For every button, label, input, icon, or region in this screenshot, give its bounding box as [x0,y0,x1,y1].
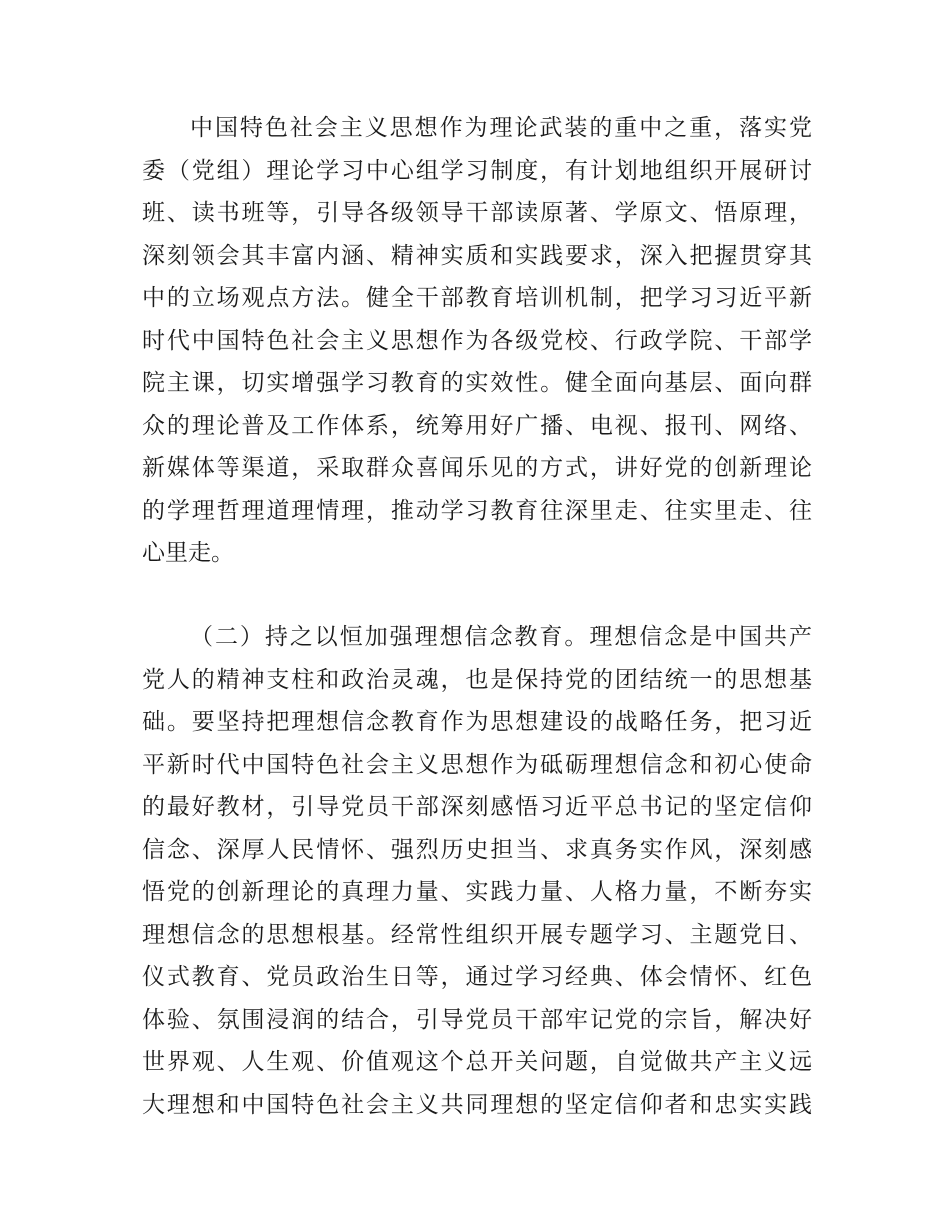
paragraph-line: 众的理论普及工作体系，统筹用好广播、电视、报刊、网络、 [142,412,812,439]
paragraph-line: 新媒体等渠道，采取群众喜闻乐见的方式，讲好党的创新理论 [142,455,812,481]
paragraph-line: 中国特色社会主义思想作为理论武装的重中之重，落实党 [190,115,812,141]
paragraph-line: 中的立场观点方法。健全干部教育培训机制，把学习习近平新 [142,285,812,311]
paragraph-line: 悟党的创新理论的真理力量、实践力量、人格力量，不断夯实 [142,879,812,905]
paragraph-line: 深刻领会其丰富内涵、精神实质和实践要求，深入把握贯穿其 [142,242,812,269]
paragraph-line: 委（党组）理论学习中心组学习制度，有计划地组织开展研讨 [142,157,812,184]
paragraph-line: 心里走。 [142,540,234,566]
paragraph-line: 信念、深厚人民情怀、强烈历史担当、求真务实作风，深刻感 [142,836,812,863]
paragraph-line: 体验、氛围浸润的结合，引导党员干部牢记党的宗旨，解决好 [142,1006,812,1033]
paragraph-line: 础。要坚持把理想信念教育作为思想建设的战略任务，把习近 [142,709,812,735]
paragraph-line: 班、读书班等，引导各级领导干部读原著、学原文、悟原理， [142,200,812,226]
paragraph-line: 党人的精神支柱和政治灵魂，也是保持党的团结统一的思想基 [142,666,812,693]
paragraph-line: 院主课，切实增强学习教育的实效性。健全面向基层、面向群 [142,370,812,396]
paragraph-line: 世界观、人生观、价值观这个总开关问题，自觉做共产主义远 [142,1049,812,1075]
paragraph-line: 理想信念的思想根基。经常性组织开展专题学习、主题党日、 [142,921,812,948]
paragraph-line: 平新时代中国特色社会主义思想作为砥砺理想信念和初心使命 [142,751,812,778]
paragraph-1 [142,107,812,575]
paragraph-2 [142,616,812,1126]
paragraph-line: 仪式教育、党员政治生日等，通过学习经典、体会情怀、红色 [142,964,812,990]
paragraph-line: 时代中国特色社会主义思想作为各级党校、行政学院、干部学 [142,327,812,354]
paragraph-line: 大理想和中国特色社会主义共同理想的坚定信仰者和忠实实践 [142,1091,812,1118]
paragraph-line: 的最好教材，引导党员干部深刻感悟习近平总书记的坚定信仰 [142,794,812,820]
paragraph-line: 的学理哲理道理情理，推动学习教育往深里走、往实里走、往 [142,497,812,524]
paragraph-line: （二）持之以恒加强理想信念教育。理想信念是中国共产 [190,624,812,650]
